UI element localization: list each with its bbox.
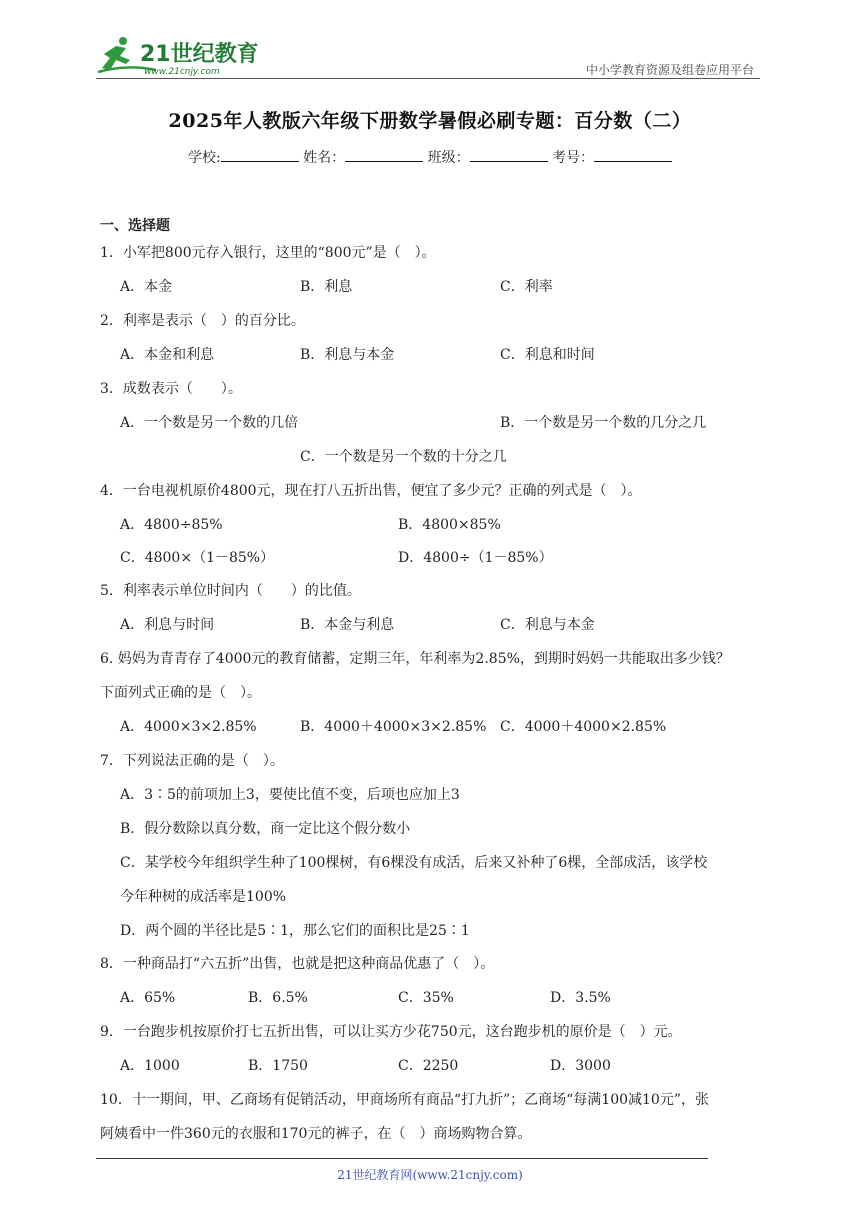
svg-text:www.21cnjy.com: www.21cnjy.com: [144, 67, 220, 77]
question-9-stem: 9．一台跑步机按原价打七五折出售，可以让买方少花750元，这台跑步机的原价是（ ）元。: [100, 1024, 682, 1040]
page-header: [96, 34, 760, 82]
question-2-option-b: B．利息与本金: [300, 347, 395, 363]
question-5-option-b: B．本金与利息: [300, 617, 395, 633]
question-3-option-c: C．一个数是另一个数的十分之几: [300, 449, 507, 465]
footer-divider: [96, 1158, 708, 1159]
exam-number-blank: [594, 149, 672, 162]
site-logo: [96, 34, 266, 78]
question-6-option-b: B．4000＋4000×3×2.85%: [300, 719, 487, 735]
question-3-option-b: B．一个数是另一个数的几分之几: [500, 415, 707, 431]
question-4-option-d: D．4800÷（1－85%）: [398, 550, 553, 566]
class-label: 班级：: [427, 150, 470, 166]
question-1-option-a: A．本金: [120, 279, 173, 295]
page-title: 2025年人教版六年级下册数学暑假必刷专题：百分数（二）: [168, 110, 692, 132]
question-3-stem: 3．成数表示（ ）。: [100, 381, 242, 397]
exam-number-label: 考号：: [552, 150, 595, 166]
question-10-stem-line-2: 阿姨看中一件360元的衣服和170元的裤子，在（ ）商场购物合算。: [100, 1126, 532, 1142]
question-5-option-c: C．利息与本金: [500, 617, 595, 633]
question-7-stem: 7．下列说法正确的是（ ）。: [100, 753, 284, 769]
question-1-stem: 1．小军把800元存入银行，这里的“800元”是（ ）。: [100, 245, 436, 261]
question-8-stem: 8．一种商品打“六五折”出售，也就是把这种商品优惠了（ ）。: [100, 956, 495, 972]
question-6-option-c: C．4000＋4000×2.85%: [500, 719, 667, 735]
question-7-option-c-continued: 今年种树的成活率是100%: [120, 889, 287, 905]
question-4-option-c: C．4800×（1－85%）: [120, 550, 275, 566]
question-3-option-a: A．一个数是另一个数的几倍: [120, 415, 299, 431]
question-9-option-d: D．3000: [550, 1058, 611, 1074]
svg-text:21世纪教育: 21世纪教育: [140, 42, 259, 67]
question-7-option-d: D．两个圆的半径比是5∶1，那么它们的面积比是25∶1: [120, 923, 470, 939]
question-9-option-b: B．1750: [248, 1058, 308, 1074]
student-info-line: [0, 147, 860, 167]
question-6-stem-line-1: 6. 妈妈为青青存了4000元的教育储蓄，定期三年，年利率为2.85%，到期时妈妈一共能取出多少钱？: [100, 651, 730, 667]
question-8-option-b: B．6.5%: [248, 990, 308, 1006]
question-10-stem-line-1: 10．十一期间，甲、乙商场有促销活动，甲商场所有商品“打九折”；乙商场“每满100减10元”，张: [100, 1092, 709, 1108]
section-heading: 一、选择题: [100, 218, 170, 234]
question-8-option-a: A．65%: [120, 990, 176, 1006]
question-2-option-c: C．利息和时间: [500, 347, 595, 363]
question-7-option-c: C．某学校今年组织学生种了100棵树，有6棵没有成活，后来又补种了6棵，全部成活，该学校: [120, 855, 708, 871]
question-7-option-b: B．假分数除以真分数，商一定比这个假分数小: [120, 821, 411, 837]
question-4-option-b: B．4800×85%: [398, 517, 501, 533]
name-blank: [345, 149, 423, 162]
question-8-option-c: C．35%: [398, 990, 454, 1006]
question-6-stem-line-2: 下面列式正确的是（ ）。: [100, 685, 261, 701]
question-8-option-d: D．3.5%: [550, 990, 611, 1006]
question-4-stem: 4．一台电视机原价4800元，现在打八五折出售，便宜了多少元？正确的列式是（ ）。: [100, 483, 642, 499]
question-5-stem: 5．利率表示单位时间内（ ）的比值。: [100, 583, 361, 599]
question-9-option-c: C．2250: [398, 1058, 459, 1074]
footer-link[interactable]: 21世纪教育网(www.21cnjy.com): [337, 1168, 523, 1182]
question-1-option-b: B．利息: [300, 279, 353, 295]
question-4-option-a: A．4800÷85%: [120, 517, 223, 533]
question-6-option-a: A．4000×3×2.85%: [120, 719, 257, 735]
question-7-option-a: A．3∶5的前项加上3，要使比值不变，后项也应加上3: [120, 787, 460, 803]
name-label: 姓名：: [303, 150, 346, 166]
question-1-option-c: C．利率: [500, 279, 553, 295]
question-2-option-a: A．本金和利息: [120, 347, 215, 363]
question-9-option-a: A．1000: [120, 1058, 180, 1074]
header-divider: [96, 78, 760, 79]
class-blank: [470, 149, 548, 162]
platform-label: 中小学教育资源及组卷应用平台: [585, 63, 754, 77]
school-label: 学校:: [187, 150, 221, 166]
school-blank: [221, 149, 299, 162]
question-2-stem: 2．利率是表示（ ）的百分比。: [100, 313, 305, 329]
question-5-option-a: A．利息与时间: [120, 617, 215, 633]
